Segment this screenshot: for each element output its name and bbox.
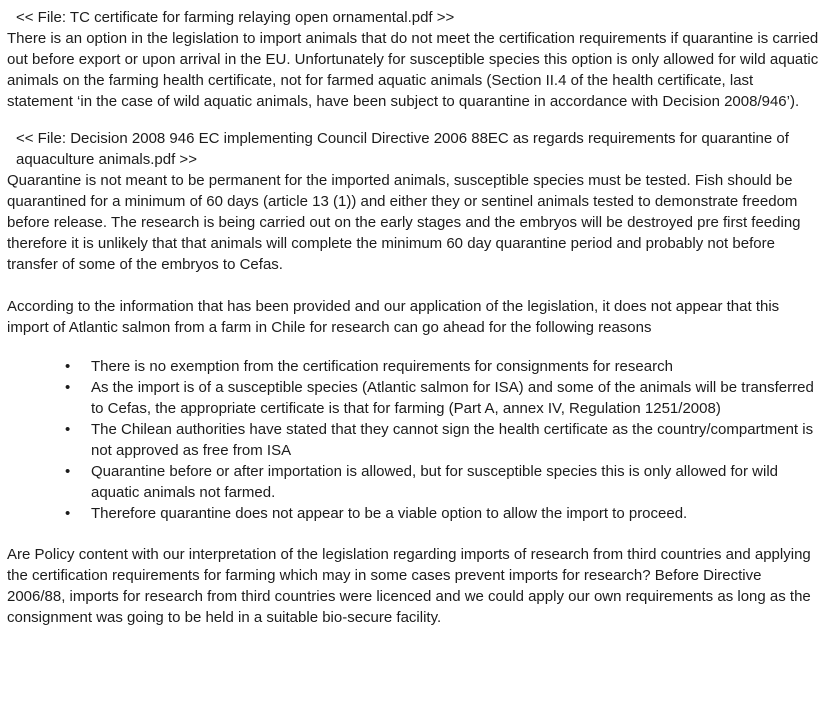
list-item-not-viable: • Therefore quarantine does not appear to be a viable option to allow the import to proceed. [91,503,822,524]
list-item-susceptible-species: • As the import is of a susceptible species (Atlantic salmon for ISA) and some of the animals will be transferred to Cefas, the appropriate certificate is that for farming (Part A, annex IV, Regulation 1251/2008) [91,377,822,419]
list-item-no-exemption: • There is no exemption from the certification requirements for consignments for research [91,356,822,377]
paragraph-quarantine-duration: Quarantine is not meant to be permanent for the imported animals, susceptible species must be tested. Fish should be quarantined for a minimum of 60 days (article 13 (1)) and either they or sentinel animals tested to demonstrate freedom before release. The research is being carried out on the early stages and the embryos will be destroyed pre first feeding therefore it is unlikely that that animals will complete the minimum 60 day quarantine period and probably not before transfer of some of the embryos to Cefas. [7,172,801,273]
file-reference-2: << File: Decision 2008 946 EC implementing Council Directive 2006 88EC as regards requirements for quarantine of aquaculture animals.pdf >> [16,130,789,168]
paragraph-quarantine-option: There is an option in the legislation to import animals that do not meet the certification requirements if quarantine is carried out before export or upon arrival in the EU. Unfortunately for susceptible species this option is only allowed for wild aquatic animals on the farming health certificate, not for farmed aquatic animals (Section II.4 of the health certificate, last statement ‘in the case of wild aquatic animals, have been subject to quarantine in accordance with Decision 2008/946’). [7,30,819,110]
paragraph-policy-question: Are Policy content with our interpretation of the legislation regarding imports of research from third countries and applying the certification requirements for farming which may in some cases prevent imports for research? Before Directive 2006/88, imports for research from third countries were licenced and we could apply our own requirements as long as the consignment was going to be held in a suitable bio-secure facility. [7,546,811,626]
list-item-chilean-authorities: • The Chilean authorities have stated that they cannot sign the health certificate as the country/compartment is not approved as free from ISA [91,419,822,461]
file-reference-1: << File: TC certificate for farming relaying open ornamental.pdf >> [16,9,455,26]
list-item-quarantine-allowed: • Quarantine before or after importation is allowed, but for susceptible species this is only allowed for wild aquatic animals not farmed. [91,461,822,503]
paragraph-conclusion-intro: According to the information that has been provided and our application of the legislation, it does not appear that this import of Atlantic salmon from a farm in Chile for research can go ahead for the following reasons [7,298,780,336]
reasons-list [7,356,822,524]
